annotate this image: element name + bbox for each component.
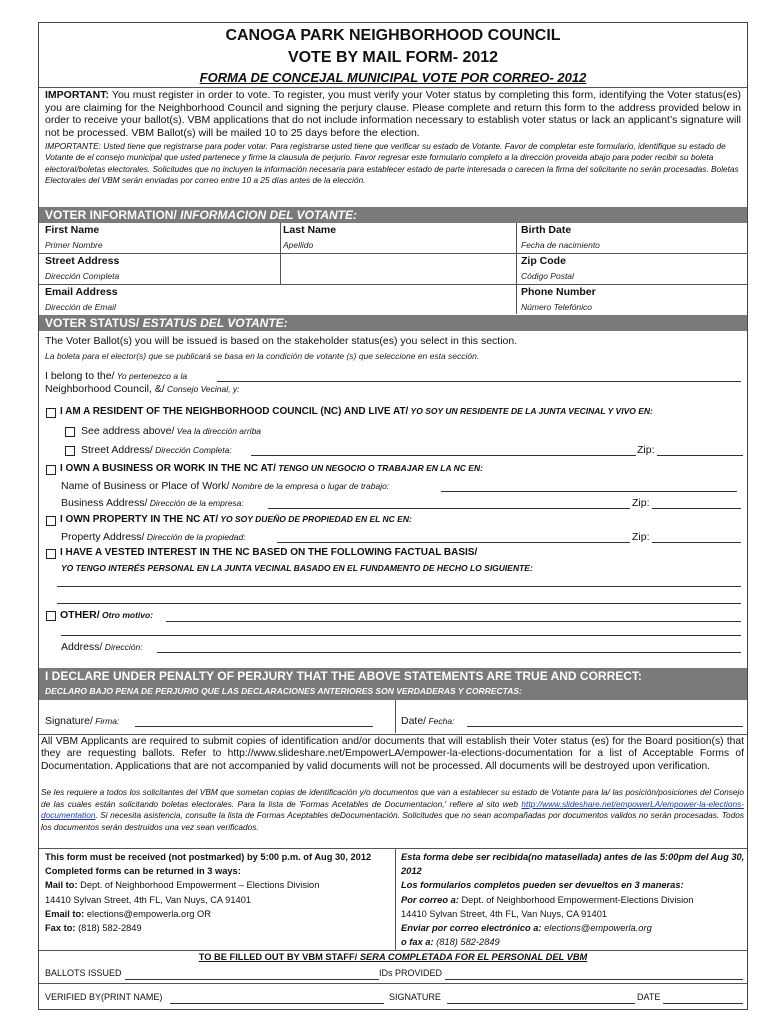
divider bbox=[395, 848, 396, 950]
other-address-field[interactable] bbox=[157, 652, 741, 653]
divider bbox=[39, 848, 747, 849]
resident-checkbox[interactable] bbox=[46, 408, 56, 418]
form-title-spanish: FORMA DE CONCEJAL MUNICIPAL VOTE POR CORREO- 2012 bbox=[199, 70, 587, 85]
vested-interest-label: I HAVE A VESTED INTEREST IN THE NC BASED ON THE FOLLOWING FACTUAL BASIS/ bbox=[60, 547, 478, 558]
resident-street-label: Street Address/ Dirección Completa: bbox=[81, 444, 232, 456]
street-address-field[interactable]: Dirección Completa bbox=[45, 271, 120, 281]
declare-header: I DECLARE UNDER PENALTY OF PERJURY THAT THE ABOVE STATEMENTS ARE TRUE AND CORRECT: DECLARO BAJO PENA DE PERJURIO QUE LAS DECLARACIONES ANTERIORES SON VERDADERAS Y CORRECTAS: bbox=[39, 668, 747, 700]
business-checkbox[interactable] bbox=[46, 465, 56, 475]
divider bbox=[516, 223, 517, 314]
property-address-field[interactable] bbox=[277, 542, 630, 543]
neighborhood-council-field[interactable] bbox=[217, 381, 741, 382]
zip-code-field[interactable]: Código Postal bbox=[521, 271, 574, 281]
form-title: CANOGA PARK NEIGHBORHOOD COUNCIL bbox=[225, 27, 561, 44]
zip-code-label: Zip Code bbox=[521, 255, 566, 267]
zip-label: Zip: bbox=[637, 444, 655, 456]
business-zip-field[interactable] bbox=[652, 508, 741, 509]
voter-info-header: VOTER INFORMATION/ INFORMACION DEL VOTANTE: bbox=[39, 207, 747, 223]
see-address-checkbox[interactable] bbox=[65, 427, 75, 437]
important-notice-spanish: IMPORTANTE: Usted tiene que registrarse para poder votar. Para registrarse usted tiene que verificar su estado de Votante. Favor de completar este formulario, identifique su estado de Votante de el consejo municipal que usted partenece y firme la clausula de perjurio. Favor regresar este formulario completo a la dirección proveida abajo para poder recibir su boleta electoral/boletas electorales. Solicitudes que no incluyen la información necesaria para establecer estado de parte interesada o carecen la firma del solicitante no serán procesadas. Boletas Electorales del VBM serán enviadas por correo entre 10 a 25 días antes de la elección. bbox=[45, 141, 739, 186]
phone-label: Phone Number bbox=[521, 286, 596, 298]
business-address-field[interactable] bbox=[268, 508, 630, 509]
property-checkbox[interactable] bbox=[46, 516, 56, 526]
date-field[interactable] bbox=[467, 726, 743, 727]
property-zip-field[interactable] bbox=[652, 542, 741, 543]
staff-header: TO BE FILLED OUT BY VBM STAFF/ SERA COMPLETADA FOR EL PERSONAL DEL VBM bbox=[198, 952, 588, 962]
vested-interest-field[interactable] bbox=[57, 603, 741, 604]
vbm-form bbox=[38, 22, 748, 1010]
divider bbox=[39, 950, 747, 951]
vested-interest-checkbox[interactable] bbox=[46, 549, 56, 559]
first-name-field[interactable]: Primer Nombre bbox=[45, 240, 103, 250]
documentation-notice: All VBM Applicants are required to submit copies of identification and/or documents that will establish their Voter status (es) for the Board position(s) that they are requesting ballots. Refer to http://www.slideshare.net/EmpowerLA/empower-la-elections-documentation for a list of Acceptable Forms of Documentation. Applications that are not accompanied by valid documents will not be processed. All documents will be destroyed upon verification. bbox=[41, 736, 744, 772]
important-label: IMPORTANT: bbox=[45, 89, 109, 101]
form-subtitle: VOTE BY MAIL FORM- 2012 bbox=[287, 49, 499, 66]
zip-label: Zip: bbox=[632, 497, 650, 509]
street-address-label: Street Address bbox=[45, 255, 120, 267]
documentation-link[interactable]: http://www.slideshare.net/empowerLA/empower-la-elections-documentation bbox=[41, 798, 744, 821]
street-address-checkbox[interactable] bbox=[65, 446, 75, 456]
last-name-field[interactable]: Apellido bbox=[283, 240, 314, 250]
other-label: OTHER/ Otro motivo: bbox=[60, 609, 154, 621]
resident-zip-field[interactable] bbox=[657, 455, 743, 456]
property-address-label: Property Address/ Dirección de la propiedad: bbox=[61, 531, 246, 543]
status-intro-spanish: La boleta para el elector(s) que se publicará se basa en la condición de votante (s) que seleccione en esta sección. bbox=[45, 351, 480, 361]
other-checkbox[interactable] bbox=[46, 611, 56, 621]
important-notice bbox=[45, 89, 741, 139]
signature-label: Signature/ Firma: bbox=[45, 715, 120, 727]
verified-by-field[interactable] bbox=[170, 1003, 384, 1004]
other-reason-field[interactable] bbox=[61, 635, 741, 636]
divider bbox=[39, 87, 747, 88]
first-name-label: First Name bbox=[45, 224, 100, 236]
business-label: I OWN A BUSINESS OR WORK IN THE NC AT/ TENGO UN NEGOCIO O TRABAJAR EN LA NC EN: bbox=[60, 463, 483, 474]
staff-signature-field[interactable] bbox=[447, 1003, 635, 1004]
important-text: You must register in order to vote. To register, you must verify your Voter status by completing this form, identifying the Voter status(es) you are claiming for the Neighborhood Council and signing the perjury clause. Please complete and return this form to the address provided below in order to receive your ballot(s). VBM applications that do not include information necessary to establish voter status or lack an applicant’s signature will not be processed. VBM Ballot(s) will be mailed 10 to 25 days before the election. bbox=[45, 89, 741, 139]
return-instructions-english: This form must be received (not postmarked) by 5:00 p.m. of Aug 30, 2012 Completed forms can be returned in 3 ways: Mail to: Dept. of Neighborhood Empowerment – Elections Division 14410 Sylvan Street, 4th FL, Van Nuys, CA 91401 Email to: elections@empowerla.org OR Fax to: (818) 582-2849 bbox=[45, 852, 372, 934]
divider bbox=[39, 284, 747, 285]
divider bbox=[395, 700, 396, 733]
other-reason-field[interactable] bbox=[166, 621, 741, 622]
last-name-label: Last Name bbox=[283, 224, 337, 236]
resident-label: I AM A RESIDENT OF THE NEIGHBORHOOD COUNCIL (NC) AND LIVE AT/ YO SOY UN RESIDENTE DE LA JUNTA VECINAL Y VIVO EN: bbox=[60, 406, 653, 417]
ids-provided-field[interactable] bbox=[445, 979, 743, 980]
staff-date-field[interactable] bbox=[663, 1003, 743, 1004]
property-label: I OWN PROPERTY IN THE NC AT/ YO SOY DUEÑO DE PROPIEDAD EN EL NC EN: bbox=[60, 514, 412, 525]
business-name-label: Name of Business or Place of Work/ Nombre de la empresa o lugar de trabajo: bbox=[61, 480, 390, 492]
verified-by-label: VERIFIED BY(PRINT NAME) bbox=[45, 992, 163, 1002]
resident-street-field[interactable] bbox=[251, 455, 636, 456]
ballots-issued-field[interactable] bbox=[125, 979, 379, 980]
voter-status-header: VOTER STATUS/ ESTATUS DEL VOTANTE: bbox=[39, 315, 747, 331]
other-address-label: Address/ Dirección: bbox=[61, 641, 143, 653]
status-intro: The Voter Ballot(s) you will be issued is based on the stakeholder status(es) you select in this section. bbox=[45, 335, 518, 347]
staff-date-label: DATE bbox=[637, 992, 661, 1002]
return-instructions-spanish: Esta forma debe ser recibida(no matasellada) antes de las 5:00pm del Aug 30, 2012 Los formularios completos pueden ser devueltos en 3 maneras: Por correo a: Dept. of Neighborhood Empowerment-Elections Division 14410 Sylvan Street, 4th FL, Van Nuys, CA 91401 Enviar por correo electrónico a: elections@empowerla.org o fax a: (818) 582-2849 bbox=[401, 852, 745, 948]
email-field[interactable]: Dirección de Email bbox=[45, 302, 116, 312]
see-address-label: See address above/ Vea la dirección arriba bbox=[81, 425, 262, 437]
belong-label: I belong to the/ Yo pertenezco a la bbox=[45, 370, 188, 382]
staff-signature-label: SIGNATURE bbox=[389, 992, 441, 1002]
ids-provided-label: IDs PROVIDED bbox=[379, 968, 443, 978]
divider bbox=[39, 983, 747, 984]
email-label: Email Address bbox=[45, 286, 118, 298]
signature-field[interactable] bbox=[135, 726, 373, 727]
birth-date-field[interactable]: Fecha de nacimiento bbox=[521, 240, 600, 250]
ballots-issued-label: BALLOTS ISSUED bbox=[45, 968, 122, 978]
divider bbox=[39, 734, 747, 735]
business-name-field[interactable] bbox=[441, 491, 737, 492]
phone-field[interactable]: Número Telefónico bbox=[521, 302, 593, 312]
nc-label: Neighborhood Council, &/ Consejo Vecinal, y: bbox=[45, 383, 240, 395]
divider bbox=[39, 253, 747, 254]
vested-interest-field[interactable] bbox=[57, 586, 741, 587]
business-address-label: Business Address/ Dirección de la empresa: bbox=[61, 497, 244, 509]
date-label: Date/ Fecha: bbox=[401, 715, 455, 727]
birth-date-label: Birth Date bbox=[521, 224, 572, 236]
vested-interest-label-spanish: YO TENGO INTERÉS PERSONAL EN LA JUNTA VECINAL BASADO EN EL FUNDAMENTO DE HECHO LO SIGUIENTE: bbox=[61, 563, 533, 573]
zip-label: Zip: bbox=[632, 531, 650, 543]
documentation-notice-spanish: Se les requiere a todos los solicitantes del VBM que sometan copias de identificación y/o documentos que van a establecer su estado de Votante para la/ las posición/posiciones del Consejo de las cuales están solicitando boletas electorales. Para la lista de 'Formas Acetables de Documentacion,' refiere al sito web http://www.slideshare.net/empowerLA/empower-la-elections-documentation. Si necesita asistencia, consulte la lista de Formas Aceptables deDocumentación. Solicitudes que no sean acompañadas por documentos validos no serán procesadas. Todos los documentos serán destruidos una vez sean verificados. bbox=[41, 787, 744, 832]
